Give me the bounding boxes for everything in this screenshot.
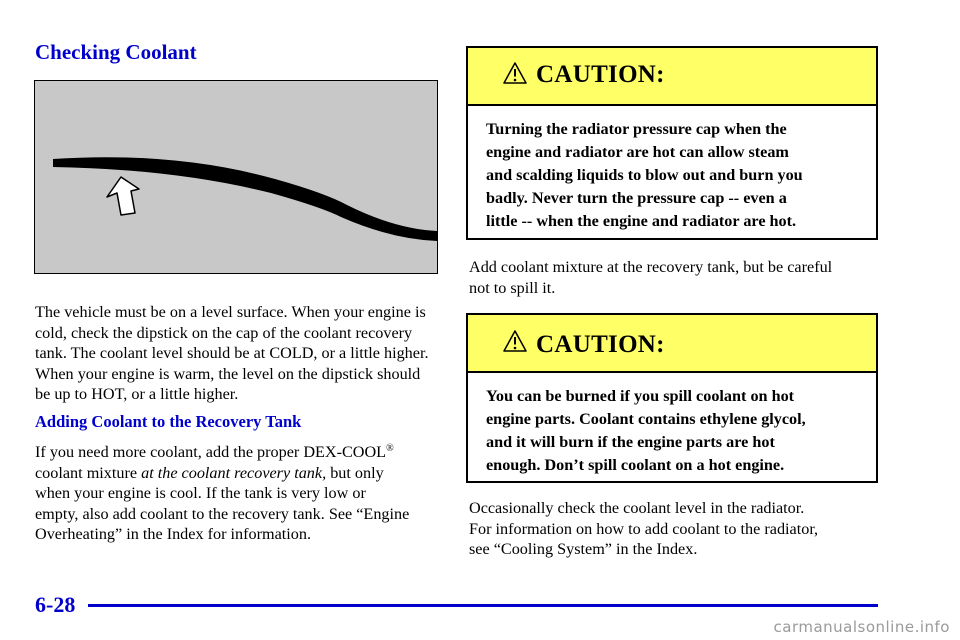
- caution-box-spill: [466, 313, 878, 483]
- watermark: carmanualsonline.info: [773, 618, 950, 636]
- warning-triangle-icon: [502, 329, 528, 353]
- text-line: Add coolant mixture at the recovery tank, but be careful: [469, 258, 833, 276]
- caution-text: [486, 118, 803, 233]
- text-line: be up to HOT, or a little higher.: [35, 385, 239, 403]
- caution-line: and scalding liquids to blow out and burn you: [486, 166, 803, 184]
- caution-header: [468, 48, 876, 106]
- caution-line: You can be burned if you spill coolant on hot: [486, 387, 795, 405]
- italic-emphasis: at the coolant recovery tank,: [141, 463, 327, 482]
- dipstick-shape: [53, 157, 437, 241]
- text-span: but only: [326, 463, 384, 482]
- coolant-dipstick-illustration: [34, 80, 438, 274]
- text-span: If you need more coolant, add the proper DEX-COOL: [35, 443, 387, 461]
- text-line: Overheating” in the Index for information.: [35, 525, 311, 543]
- add-coolant-paragraph: [469, 257, 889, 298]
- text-line: For information on how to add coolant to the radiator,: [469, 519, 819, 538]
- warning-triangle-icon: [502, 61, 528, 85]
- text-span: coolant mixture: [35, 463, 142, 482]
- caution-line: engine parts. Coolant contains ethylene glycol,: [486, 410, 806, 428]
- illustration-drawing: [35, 81, 437, 273]
- text-line: tank. The coolant level should be at COLD, or a little higher.: [35, 344, 429, 362]
- caution-line: and it will burn if the engine parts are hot: [486, 433, 775, 451]
- caution-box-pressure-cap: [466, 46, 878, 240]
- registered-mark: ®: [386, 443, 394, 454]
- caution-line: little -- when the engine and radiator are hot.: [486, 212, 797, 230]
- text-line: [35, 463, 445, 484]
- up-arrow-icon: [107, 177, 139, 215]
- caution-line: enough. Don’t spill coolant on a hot engine.: [486, 456, 785, 474]
- caution-header: [468, 315, 876, 373]
- text-line: The vehicle must be on a level surface. When your engine is: [35, 303, 426, 321]
- text-line: not to spill it.: [469, 278, 556, 297]
- caution-text: [486, 385, 806, 477]
- caution-line: Turning the radiator pressure cap when the: [486, 120, 787, 138]
- caution-line: engine and radiator are hot can allow steam: [486, 143, 789, 161]
- text-line: empty, also add coolant to the recovery tank. See “Engine: [35, 504, 410, 523]
- adding-coolant-paragraph: [35, 442, 445, 545]
- text-line: Occasionally check the coolant level in the radiator.: [469, 499, 805, 517]
- text-line: [35, 442, 445, 463]
- radiator-check-paragraph: [469, 498, 889, 560]
- caution-title: CAUTION:: [536, 61, 665, 88]
- text-line: When your engine is warm, the level on the dipstick should: [35, 364, 421, 383]
- caution-title: CAUTION:: [536, 331, 665, 358]
- text-line: see “Cooling System” in the Index.: [469, 540, 698, 558]
- text-line: cold, check the dipstick on the cap of the coolant recovery: [35, 323, 413, 342]
- caution-line: badly. Never turn the pressure cap -- even a: [486, 189, 787, 207]
- adding-coolant-subheading: Adding Coolant to the Recovery Tank: [35, 412, 302, 431]
- footer-rule: [88, 604, 878, 607]
- level-check-paragraph: [35, 302, 445, 405]
- page-number: 6-28: [35, 592, 76, 617]
- text-line: when your engine is cool. If the tank is very low or: [35, 484, 366, 502]
- section-title: Checking Coolant: [35, 40, 197, 64]
